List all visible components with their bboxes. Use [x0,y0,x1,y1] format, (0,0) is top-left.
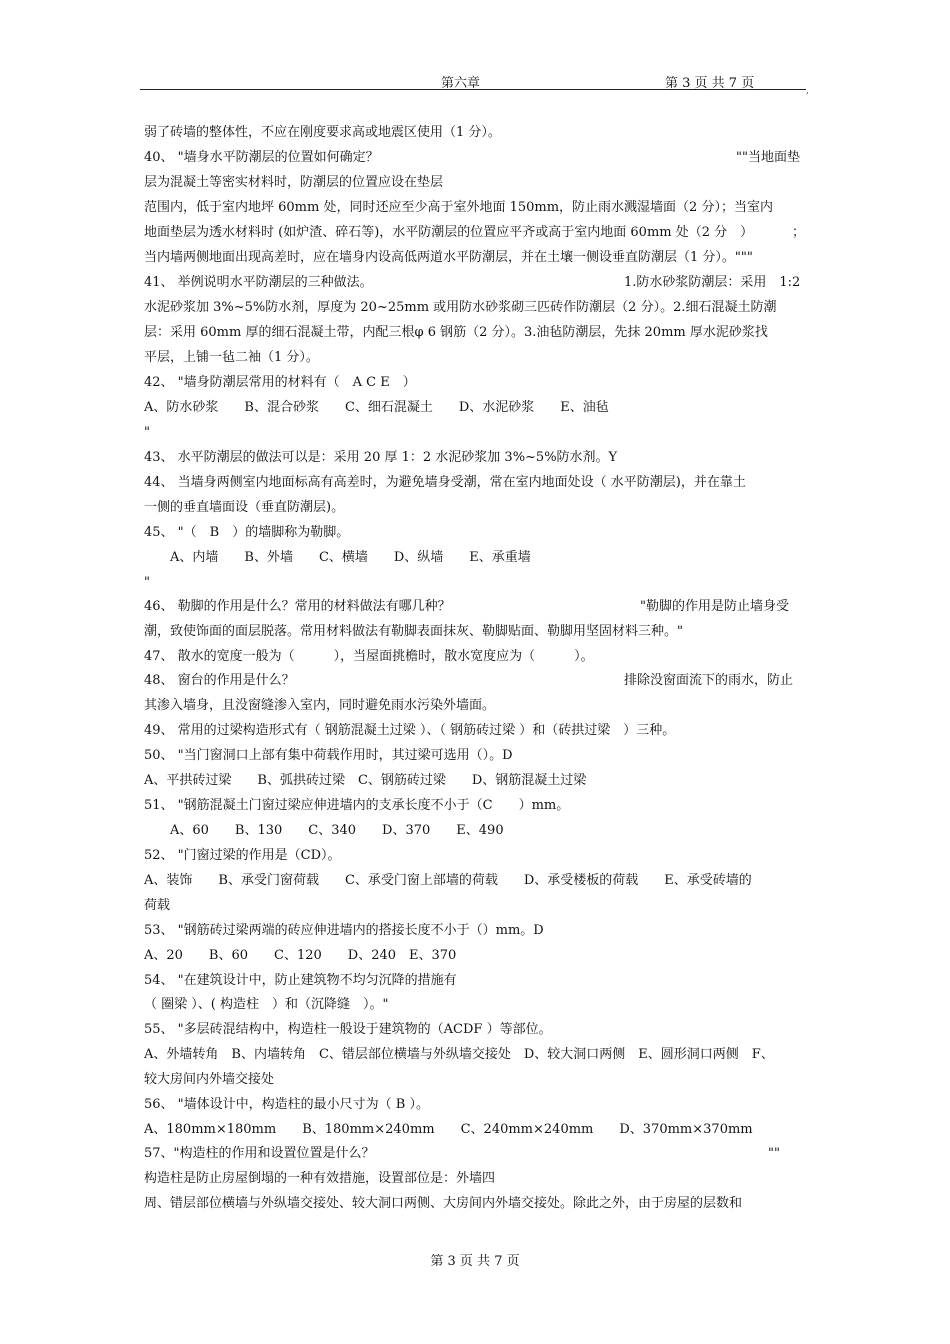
right-fragment: "" [768,1146,780,1161]
text-line: A、外墙转角 B、内墙转角 C、错层部位横墙与外纵墙交接处 D、较大洞口两侧 E、圆形洞口两侧 F、 [144,1047,774,1062]
text-line: 弱了砖墙的整体性，不应在刚度要求高或地震区使用（1 分）。 [144,125,501,140]
chapter-title: 第六章 [441,76,481,91]
text-line: 荷载 [144,898,171,913]
text-line: 水泥砂浆加 3%~5%防水剂，厚度为 20~25mm 或用防水砂浆砌三匹砖作防潮层（2 分）。2.细石混凝土防潮 [144,300,777,315]
text-line: 较大房间内外墙交接处 [144,1072,275,1087]
text-line: 47、 散水的宽度一般为（ ），当屋面挑檐时，散水宽度应为（ ）。 [144,649,594,664]
text-line: 56、 "墙体设计中，构造柱的最小尺寸为（ B ）。 [144,1097,429,1112]
text-line: 层：采用 60mm 厚的细石混凝土带，内配三根φ 6 钢筋（2 分）。3.油毡防潮层，先抹 20mm 厚水泥砂浆找 [144,325,768,340]
header-page-info: 第 3 页 共 7 页 [665,76,755,91]
text-line: 51、 "钢筋混凝土门窗过梁应伸进墙内的支承长度不小于（C ）mm。 [144,798,570,813]
header-tick: , [806,86,809,96]
right-fragment: ""当地面垫 [736,150,800,165]
text-line: 42、 "墙身防潮层常用的材料有（ A C E ） [144,375,416,390]
text-line: A、平拱砖过梁 B、弧拱砖过梁 C、钢筋砖过梁 D、钢筋混凝土过梁 [144,773,587,788]
text-line: A、内墙 B、外墙 C、横墙 D、纵墙 E、承重墙 [144,550,531,565]
text-line: 潮，致使饰面的面层脱落。常用材料做法有勒脚表面抹灰、勒脚贴面、勒脚用坚固材料三种。" [144,624,683,639]
header-rule [140,89,806,90]
text-line: 50、 "当门窗洞口上部有集中荷载作用时，其过梁可选用（）。D [144,748,513,763]
text-line: 46、 勒脚的作用是什么？常用的材料做法有哪几种？ [144,599,451,614]
right-fragment: ； [792,225,806,240]
text-line: 54、 "在建筑设计中，防止建筑物不均匀沉降的措施有 [144,973,457,988]
text-line: 周、错层部位横墙与外纵墙交接处、较大洞口两侧、大房间内外墙交接处。除此之外，由于房屋的层数和 [144,1196,743,1211]
text-line: 当内墙两侧地面出现高差时，应在墙身内设高低两道水平防潮层，并在土壤一侧设垂直防潮层（1 分）。""" [144,250,753,265]
text-line: 57、"构造柱的作用和设置位置是什么？ [144,1146,375,1161]
right-fragment: 1.防水砂浆防潮层：采用 1:2 [624,275,801,290]
text-line: 52、 "门窗过梁的作用是（CD）。 [144,848,341,863]
text-line: 地面垫层为透水材料时 (如炉渣、碎石等)，水平防潮层的位置应平齐或高于室内地面 60mm 处（2 分 ） [144,225,754,240]
page-footer: 第 3 页 共 7 页 [430,1254,520,1269]
text-line: 其渗入墙身，且没窗缝渗入室内，同时避免雨水污染外墙面。 [144,698,496,713]
text-line: " [144,575,150,590]
text-line: 55、 "多层砖混结构中，构造柱一般设于建筑物的（ACDF ）等部位。 [144,1022,552,1037]
text-line: A、60 B、130 C、340 D、370 E、490 [144,823,504,838]
text-line: A、装饰 B、承受门窗荷载 C、承受门窗上部墙的荷载 D、承受楼板的荷载 E、承受砖墙的 [144,873,752,888]
text-line: A、180mm×180mm B、180mm×240mm C、240mm×240mm D、370mm×370mm [144,1122,753,1137]
text-line: 层为混凝土等密实材料时，防潮层的位置应设在垫层 [144,175,444,190]
text-line: 48、 窗台的作用是什么？ [144,673,295,688]
text-line: A、20 B、60 C、120 D、240 E、370 [144,948,457,963]
text-line: 43、 水平防潮层的做法可以是：采用 20 厚 1：2 水泥砂浆加 3%~5%防水剂。Y [144,450,618,465]
text-line: 44、 当墙身两侧室内地面标高有高差时，为避免墙身受潮，常在室内地面处设（ 水平防潮层)，并在靠土 [144,475,746,490]
text-line: A、防水砂浆 B、混合砂浆 C、细石混凝土 D、水泥砂浆 E、油毡 [144,400,609,415]
text-line: 53、 "钢筋砖过梁两端的砖应伸进墙内的搭接长度不小于（）mm。D [144,923,544,938]
text-line: 构造柱是防止房屋倒塌的一种有效措施，设置部位是：外墙四 [144,1171,496,1186]
text-line: （ 圈梁 ）、( 构造柱 ）和（沉降缝 ）。" [144,997,389,1012]
text-line: " [144,425,150,440]
text-line: 41、 举例说明水平防潮层的三种做法。 [144,275,373,290]
text-line: 平层，上铺一毡二袖（1 分）。 [144,350,319,365]
text-line: 45、 "（ B ）的墙脚称为勒脚。 [144,525,350,540]
right-fragment: "勒脚的作用是防止墙身受 [640,599,789,614]
text-line: 范围内，低于室内地坪 60mm 处，同时还应至少高于室外地面 150mm，防止雨水溅湿墙面（2 分）；当室内 [144,200,773,215]
right-fragment: 排除没窗面流下的雨水，防止 [624,673,794,688]
text-line: 40、 "墙身水平防潮层的位置如何确定？ [144,150,379,165]
text-line: 一侧的垂直墙面设（垂直防潮层)。 [144,500,345,515]
text-line: 49、 常用的过梁构造形式有（ 钢筋混凝土过梁 ）、（ 钢筋砖过梁 ）和（砖拱过梁 ）三种。 [144,723,676,738]
